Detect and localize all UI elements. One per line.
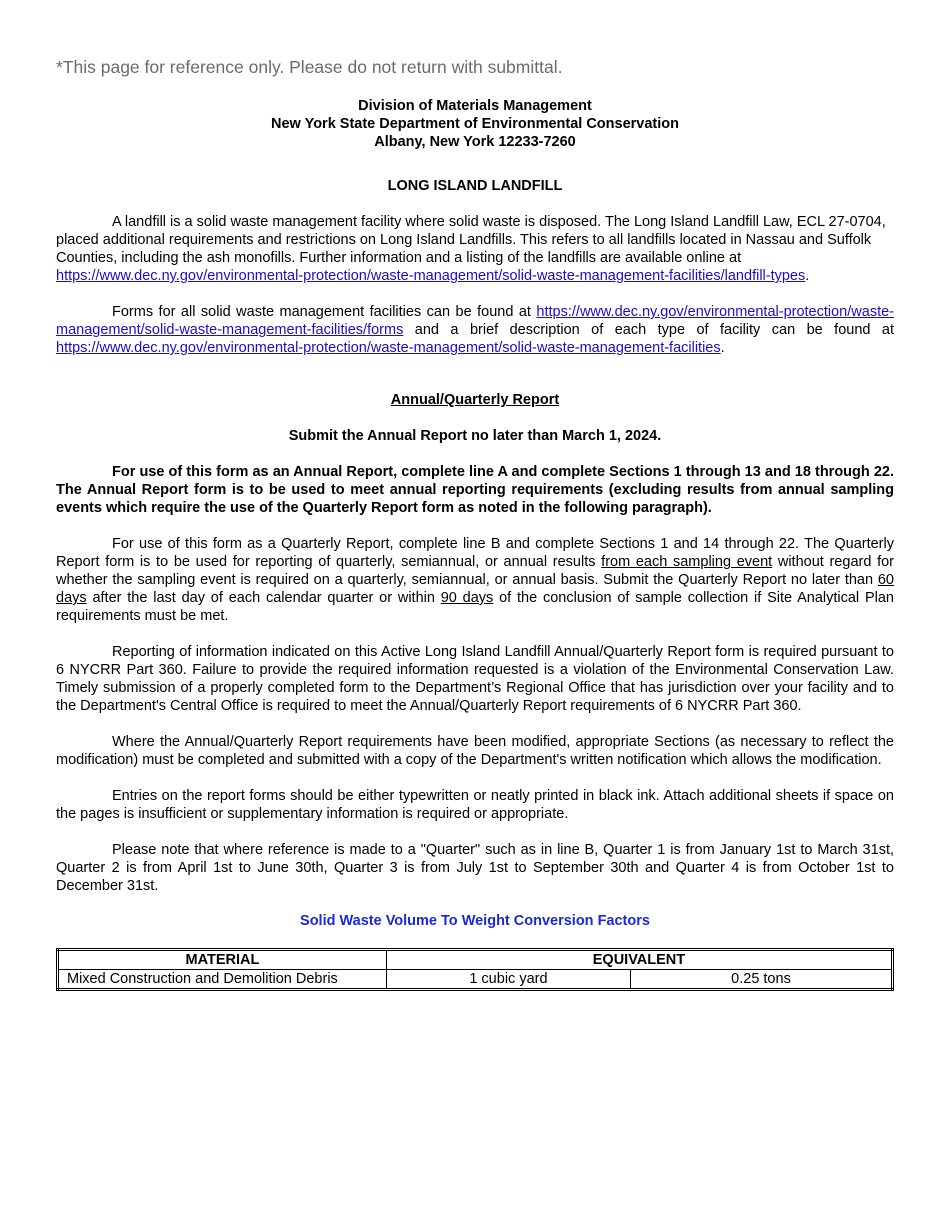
facilities-link[interactable]: https://www.dec.ny.gov/environmental-protection/waste-management/solid-waste-management-facilities: [56, 340, 721, 356]
quarters-paragraph: Please note that where reference is made to a "Quarter" such as in line B, Quarter 1 is from January 1st to March 31st, Quarter 2 is from April 1st to June 30th, Quarter 3 is from July 1st to September 30th and Quarter 4 is from October 1st to December 31st.: [56, 842, 894, 894]
intro-p1-end: .: [805, 268, 810, 284]
col-header-material: MATERIAL: [58, 950, 387, 970]
intro-p1-text: A landfill is a solid waste management facility where solid waste is disposed. The Long Island Landfill Law, ECL 27-0704, placed additional requirements and restrictions on Long Island Landfills. This refers to all landfills located in Nassau and Suffolk Counties, including the ash monofills. Further information and a listing of the landfills are available online at: [56, 214, 886, 266]
intro-p2-text-b: and a brief description of each type of facility can be found at: [403, 322, 894, 338]
conversion-header-row: [58, 950, 893, 970]
quarterly-text-d: of the conclusion of sample collection if Site Analytical Plan requirements must be met.: [56, 590, 894, 624]
quarterly-underline-sampling: from each sampling event: [601, 554, 773, 570]
quarterly-use-paragraph: [56, 535, 894, 625]
col-header-equivalent: EQUIVALENT: [386, 950, 892, 970]
intro-p2-end: .: [720, 340, 725, 356]
intro-paragraph-1: [56, 213, 894, 285]
weight-cell: 0.25 tons: [630, 970, 892, 990]
intro-p2-text-a: Forms for all solid waste management facilities can be found at: [112, 304, 537, 320]
quarterly-underline-60-days: 60 days: [56, 572, 894, 606]
agency-header: [56, 97, 894, 151]
modified-requirements-paragraph: Where the Annual/Quarterly Report requirements have been modified, appropriate Sections (as necessary to reflect the modification) must be completed and submitted with a copy of the Department's written notification which allows the modification.: [56, 734, 894, 768]
reference-page: [56, 56, 894, 991]
conversion-factors-title: Solid Waste Volume To Weight Conversion Factors: [300, 913, 650, 929]
quarterly-text-b: without regard for whether the sampling event is required on a quarterly, semiannual, or annual basis. Submit the Quarterly Report no later than: [56, 554, 894, 588]
header-department: New York State Department of Environmental Conservation: [271, 116, 679, 132]
conversion-table: [56, 948, 894, 991]
reference-note: *This page for reference only. Please do not return with submittal.: [56, 57, 563, 77]
quarterly-text-c: after the last day of each calendar quarter or within: [86, 590, 441, 606]
reporting-paragraph: Reporting of information indicated on this Active Long Island Landfill Annual/Quarterly Report form is required pursuant to 6 NYCRR Part 360. Failure to provide the required information requested is a violation of the Environmental Conservation Law. Timely submission of a properly completed form to the Department’s Regional Office that has jurisdiction over your facility and to the Department's Central Office is required to meet the Annual/Quarterly Report requirements of 6 NYCRR Part 360.: [56, 644, 894, 714]
quarterly-underline-90-days: 90 days: [440, 590, 494, 606]
annual-use-paragraph: For use of this form as an Annual Report, complete line A and complete Sections 1 through 13 and 18 through 22. The Annual Report form is to be used to meet annual reporting requirements (excluding results from annual sampling events which require the use of the Quarterly Report form as noted in the following paragraph).: [56, 464, 894, 516]
page-title: LONG ISLAND LANDFILL: [387, 178, 563, 194]
header-address: Albany, New York 12233-7260: [374, 134, 576, 150]
quarterly-text-a: For use of this form as a Quarterly Report, complete line B and complete Sections 1 and 14 through 22. The Quarterly Report form is to be used for reporting of quarterly, semiannual, or annual results: [56, 536, 894, 570]
forms-link[interactable]: https://www.dec.ny.gov/environmental-protection/waste-management/solid-waste-management-facilities/forms: [56, 304, 894, 338]
annual-deadline: Submit the Annual Report no later than March 1, 2024.: [288, 428, 662, 444]
table-row: [58, 970, 893, 990]
landfill-types-link[interactable]: https://www.dec.ny.gov/environmental-protection/waste-management/solid-waste-management-facilities/landfill-types: [56, 268, 806, 284]
intro-paragraph-2: [56, 303, 894, 357]
section-title-annual-quarterly: Annual/Quarterly Report: [390, 392, 560, 408]
volume-cell: 1 cubic yard: [386, 970, 630, 990]
header-division: Division of Materials Management: [358, 98, 592, 114]
entries-paragraph: Entries on the report forms should be either typewritten or neatly printed in black ink. Attach additional sheets if space on the pages is insufficient or supplementary information is required or appropriate.: [56, 788, 894, 822]
material-cell: Mixed Construction and Demolition Debris: [58, 970, 387, 990]
